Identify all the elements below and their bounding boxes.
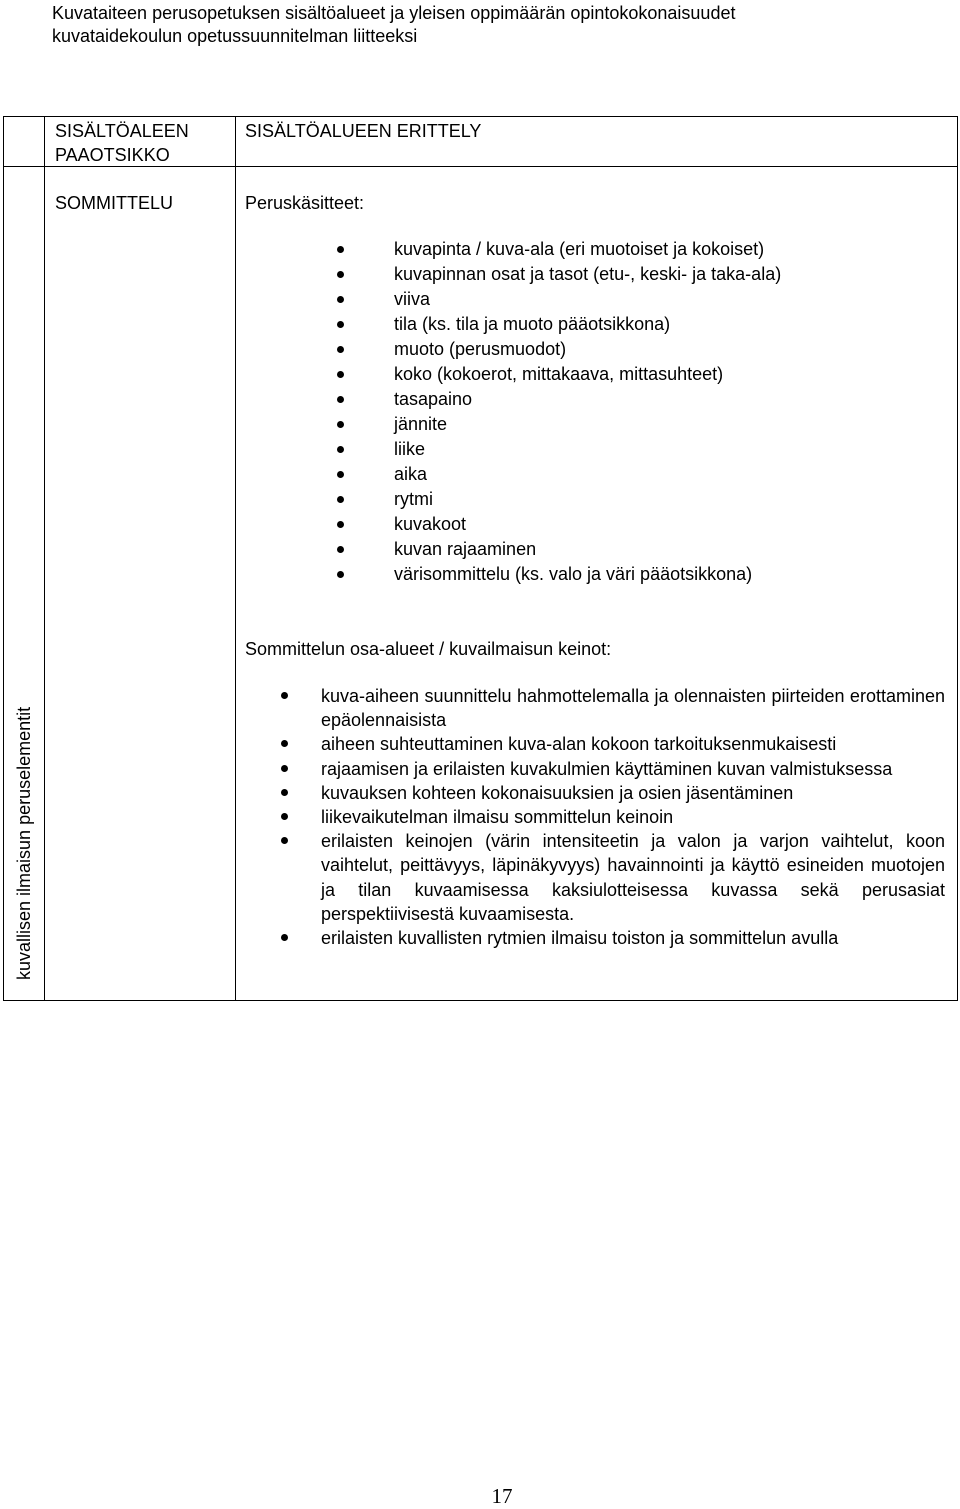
bullet-icon xyxy=(337,321,344,328)
list-item-text: kuva-aiheen suunnittelu hahmottelemalla ja olennaisten piirteiden erottaminen epäolennaisista xyxy=(321,686,945,731)
list-item-text: erilaisten kuvallisten rytmien ilmaisu toiston ja sommittelun avulla xyxy=(321,928,839,949)
list-item xyxy=(244,805,945,829)
section2-list xyxy=(244,684,945,950)
list-item xyxy=(337,437,937,462)
list-item xyxy=(337,387,937,412)
list-item-text: aika xyxy=(394,464,428,484)
list-item-text: rajaamisen ja erilaisten kuvakulmien käyttäminen kuvan valmistuksessa xyxy=(321,758,893,779)
list-item xyxy=(244,781,945,805)
bullet-icon xyxy=(281,813,288,820)
list-item xyxy=(337,337,937,362)
list-item-text: koko (kokoerot, mittakaava, mittasuhteet) xyxy=(394,364,724,384)
bullet-icon xyxy=(281,789,288,796)
header-line-2: kuvataidekoulun opetussuunnitelman liitteeksi xyxy=(52,26,418,46)
bullet-icon xyxy=(281,765,288,772)
list-item xyxy=(337,287,937,312)
section1-title: Peruskäsitteet: xyxy=(245,193,365,213)
list-item-text: rytmi xyxy=(394,489,433,509)
list-item xyxy=(337,412,937,437)
bullet-icon xyxy=(337,446,344,453)
list-item-text: kuvan rajaaminen xyxy=(394,539,537,559)
list-item-text: erilaisten keinojen (värin intensiteetin ja valon ja varjon vaihtelut, koon vaihtelut, peittävyys, läpinäkyvyys) havainnointi ja käyttö esineiden muotojen ja tilan kuvaamisessa kaksiulotteisessa kuvassa sekä perusasiat perspektiivisestä kuvaamisesta. xyxy=(321,831,945,924)
bullet-icon xyxy=(337,496,344,503)
col2-header: SISÄLTÖALUEEN ERITTELY xyxy=(245,121,482,141)
list-item xyxy=(337,562,937,587)
bullet-icon xyxy=(281,934,288,941)
bullet-icon xyxy=(337,571,344,578)
section2-title: Sommittelun osa-alueet / kuvailmaisun keinot: xyxy=(245,639,612,659)
list-item-text: värisommittelu (ks. valo ja väri pääotsikkona) xyxy=(394,564,753,584)
list-item xyxy=(337,237,937,262)
list-item xyxy=(337,462,937,487)
list-item xyxy=(244,684,945,732)
bullet-icon xyxy=(337,271,344,278)
page-number: 17 xyxy=(491,1484,513,1508)
document-header xyxy=(52,2,735,48)
list-item-text: kuvapinnan osat ja tasot (etu-, keski- ja taka-ala) xyxy=(394,264,782,284)
section1-list xyxy=(337,237,937,587)
side-label: kuvallisen ilmaisun peruselementit xyxy=(14,706,34,980)
list-item-text: liike xyxy=(394,439,426,459)
list-item-text: aiheen suhteuttaminen kuva-alan kokoon tarkoituksenmukaisesti xyxy=(321,734,837,755)
list-item-text: tasapaino xyxy=(394,389,473,409)
col1-header-line-1: SISÄLTÖALEEN xyxy=(55,121,189,141)
bullet-icon xyxy=(337,371,344,378)
list-item xyxy=(337,362,937,387)
list-item xyxy=(244,757,945,781)
list-item-text: kuvapinta / kuva-ala (eri muotoiset ja kokoiset) xyxy=(394,239,765,259)
header-line-1: Kuvataiteen perusopetuksen sisältöalueet ja yleisen oppimäärän opintokokonaisuudet xyxy=(52,3,736,23)
list-item xyxy=(337,512,937,537)
bullet-icon xyxy=(337,296,344,303)
bullet-icon xyxy=(281,837,288,844)
bullet-icon xyxy=(281,692,288,699)
list-item xyxy=(244,732,945,756)
list-item xyxy=(244,926,945,950)
list-item-text: liikevaikutelman ilmaisu sommittelun keinoin xyxy=(321,807,674,828)
list-item xyxy=(337,262,937,287)
list-item xyxy=(337,487,937,512)
bullet-icon xyxy=(337,521,344,528)
bullet-icon xyxy=(337,346,344,353)
list-item-text: kuvakoot xyxy=(394,514,467,534)
main-heading: SOMMITTELU xyxy=(55,193,174,213)
bullet-icon xyxy=(337,471,344,478)
list-item xyxy=(337,312,937,337)
bullet-icon xyxy=(281,740,288,747)
list-item-text: tila (ks. tila ja muoto pääotsikkona) xyxy=(394,314,671,334)
col1-header-line-2: PAAOTSIKKO xyxy=(55,145,170,165)
bullet-icon xyxy=(337,396,344,403)
list-item-text: viiva xyxy=(394,289,431,309)
col1-header xyxy=(55,119,189,167)
list-item-text: jännite xyxy=(394,414,448,434)
column-divider xyxy=(235,116,236,1001)
bullet-icon xyxy=(337,546,344,553)
bullet-icon xyxy=(337,246,344,253)
bullet-icon xyxy=(337,421,344,428)
list-item xyxy=(337,537,937,562)
list-item-text: muoto (perusmuodot) xyxy=(394,339,567,359)
list-item xyxy=(244,829,945,926)
list-item-text: kuvauksen kohteen kokonaisuuksien ja osien jäsentäminen xyxy=(321,782,794,803)
